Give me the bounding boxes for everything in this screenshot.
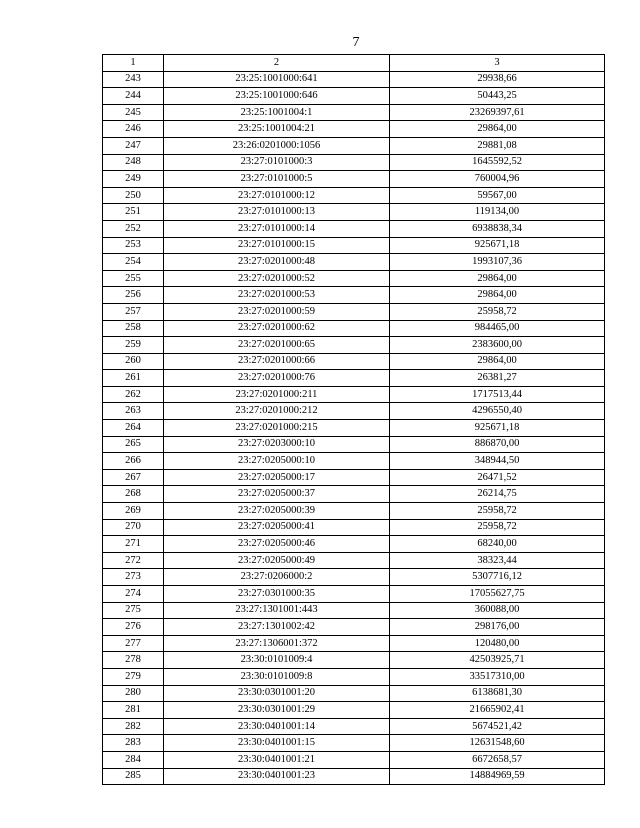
table-row <box>103 104 605 121</box>
cadastral-number-cell: 23:25:1001004:21 <box>164 121 390 138</box>
value-cell: 26471,52 <box>390 469 605 486</box>
value-cell: 4296550,40 <box>390 403 605 420</box>
row-number-cell: 267 <box>103 469 164 486</box>
value-cell: 26381,27 <box>390 370 605 387</box>
value-cell: 5674521,42 <box>390 718 605 735</box>
cadastral-number-cell: 23:27:0201000:48 <box>164 254 390 271</box>
cadastral-number-cell: 23:27:0101000:5 <box>164 171 390 188</box>
value-cell: 29864,00 <box>390 353 605 370</box>
cadastral-number-cell: 23:30:0401001:15 <box>164 735 390 752</box>
row-number-cell: 253 <box>103 237 164 254</box>
table-row <box>103 469 605 486</box>
cadastral-number-cell: 23:27:0101000:12 <box>164 187 390 204</box>
table-row <box>103 121 605 138</box>
table-row <box>103 652 605 669</box>
row-number-cell: 243 <box>103 71 164 88</box>
row-number-cell: 251 <box>103 204 164 221</box>
row-number-cell: 268 <box>103 486 164 503</box>
table-row <box>103 403 605 420</box>
row-number-cell: 245 <box>103 104 164 121</box>
table-row <box>103 735 605 752</box>
cadastral-number-cell: 23:30:0401001:21 <box>164 751 390 768</box>
table-row <box>103 503 605 520</box>
cadastral-number-cell: 23:30:0401001:14 <box>164 718 390 735</box>
value-cell: 29881,08 <box>390 137 605 154</box>
table-row <box>103 586 605 603</box>
row-number-cell: 281 <box>103 702 164 719</box>
value-cell: 59567,00 <box>390 187 605 204</box>
row-number-cell: 280 <box>103 685 164 702</box>
column-header-2: 2 <box>164 55 390 72</box>
data-table <box>102 54 605 785</box>
table-row <box>103 353 605 370</box>
column-header-3: 3 <box>390 55 605 72</box>
value-cell: 348944,50 <box>390 453 605 470</box>
cadastral-number-cell: 23:27:0201000:65 <box>164 337 390 354</box>
cadastral-number-cell: 23:27:1301001:443 <box>164 602 390 619</box>
table-row <box>103 204 605 221</box>
table-row <box>103 320 605 337</box>
value-cell: 21665902,41 <box>390 702 605 719</box>
value-cell: 925671,18 <box>390 420 605 437</box>
value-cell: 119134,00 <box>390 204 605 221</box>
row-number-cell: 247 <box>103 137 164 154</box>
row-number-cell: 260 <box>103 353 164 370</box>
table-row <box>103 436 605 453</box>
value-cell: 360088,00 <box>390 602 605 619</box>
table-row <box>103 187 605 204</box>
value-cell: 120480,00 <box>390 635 605 652</box>
row-number-cell: 269 <box>103 503 164 520</box>
row-number-cell: 257 <box>103 303 164 320</box>
table-row <box>103 751 605 768</box>
value-cell: 6672658,57 <box>390 751 605 768</box>
table-row <box>103 668 605 685</box>
row-number-cell: 285 <box>103 768 164 785</box>
row-number-cell: 261 <box>103 370 164 387</box>
value-cell: 68240,00 <box>390 536 605 553</box>
table-row <box>103 569 605 586</box>
row-number-cell: 252 <box>103 220 164 237</box>
row-number-cell: 256 <box>103 287 164 304</box>
cadastral-number-cell: 23:27:1301002:42 <box>164 619 390 636</box>
row-number-cell: 248 <box>103 154 164 171</box>
row-number-cell: 250 <box>103 187 164 204</box>
table-body <box>103 71 605 785</box>
value-cell: 23269397,61 <box>390 104 605 121</box>
table-row <box>103 237 605 254</box>
cadastral-number-cell: 23:27:0101000:3 <box>164 154 390 171</box>
table-row <box>103 254 605 271</box>
row-number-cell: 270 <box>103 519 164 536</box>
cadastral-number-cell: 23:27:0205000:49 <box>164 552 390 569</box>
cadastral-number-cell: 23:27:0101000:15 <box>164 237 390 254</box>
cadastral-number-cell: 23:27:0301000:35 <box>164 586 390 603</box>
value-cell: 29864,00 <box>390 270 605 287</box>
table-row <box>103 702 605 719</box>
value-cell: 29864,00 <box>390 287 605 304</box>
cadastral-number-cell: 23:25:1001000:646 <box>164 88 390 105</box>
table-row <box>103 337 605 354</box>
row-number-cell: 284 <box>103 751 164 768</box>
table-row <box>103 768 605 785</box>
row-number-cell: 277 <box>103 635 164 652</box>
row-number-cell: 259 <box>103 337 164 354</box>
table-row <box>103 453 605 470</box>
row-number-cell: 246 <box>103 121 164 138</box>
cadastral-number-cell: 23:27:0205000:10 <box>164 453 390 470</box>
value-cell: 1993107,36 <box>390 254 605 271</box>
value-cell: 29938,66 <box>390 71 605 88</box>
value-cell: 33517310,00 <box>390 668 605 685</box>
cadastral-number-cell: 23:30:0101009:8 <box>164 668 390 685</box>
value-cell: 2383600,00 <box>390 337 605 354</box>
table-row <box>103 386 605 403</box>
value-cell: 1645592,52 <box>390 154 605 171</box>
value-cell: 14884969,59 <box>390 768 605 785</box>
value-cell: 26214,75 <box>390 486 605 503</box>
table-row <box>103 287 605 304</box>
table-row <box>103 370 605 387</box>
table-row <box>103 552 605 569</box>
row-number-cell: 273 <box>103 569 164 586</box>
cadastral-number-cell: 23:27:0201000:59 <box>164 303 390 320</box>
table-row <box>103 519 605 536</box>
cadastral-number-cell: 23:27:0201000:52 <box>164 270 390 287</box>
cadastral-number-cell: 23:27:0201000:211 <box>164 386 390 403</box>
value-cell: 38323,44 <box>390 552 605 569</box>
cadastral-number-cell: 23:26:0201000:1056 <box>164 137 390 154</box>
table-row <box>103 270 605 287</box>
page-number: 7 <box>352 35 360 50</box>
row-number-cell: 272 <box>103 552 164 569</box>
row-number-cell: 249 <box>103 171 164 188</box>
table-row <box>103 88 605 105</box>
row-number-cell: 271 <box>103 536 164 553</box>
table-row <box>103 71 605 88</box>
cadastral-number-cell: 23:27:0201000:212 <box>164 403 390 420</box>
value-cell: 25958,72 <box>390 303 605 320</box>
table-header-row <box>103 55 605 72</box>
row-number-cell: 279 <box>103 668 164 685</box>
value-cell: 29864,00 <box>390 121 605 138</box>
table-row <box>103 220 605 237</box>
value-cell: 925671,18 <box>390 237 605 254</box>
value-cell: 760004,96 <box>390 171 605 188</box>
cadastral-number-cell: 23:27:0205000:17 <box>164 469 390 486</box>
cadastral-number-cell: 23:27:0201000:66 <box>164 353 390 370</box>
row-number-cell: 264 <box>103 420 164 437</box>
cadastral-number-cell: 23:27:1306001:372 <box>164 635 390 652</box>
value-cell: 42503925,71 <box>390 652 605 669</box>
cadastral-number-cell: 23:25:1001004:1 <box>164 104 390 121</box>
table-row <box>103 602 605 619</box>
column-header-1: 1 <box>103 55 164 72</box>
cadastral-number-cell: 23:25:1001000:641 <box>164 71 390 88</box>
value-cell: 298176,00 <box>390 619 605 636</box>
value-cell: 6938838,34 <box>390 220 605 237</box>
value-cell: 984465,00 <box>390 320 605 337</box>
cadastral-number-cell: 23:27:0203000:10 <box>164 436 390 453</box>
cadastral-number-cell: 23:27:0101000:13 <box>164 204 390 221</box>
value-cell: 886870,00 <box>390 436 605 453</box>
row-number-cell: 254 <box>103 254 164 271</box>
table-row <box>103 137 605 154</box>
row-number-cell: 263 <box>103 403 164 420</box>
row-number-cell: 283 <box>103 735 164 752</box>
cadastral-number-cell: 23:27:0201000:215 <box>164 420 390 437</box>
table-row <box>103 718 605 735</box>
row-number-cell: 258 <box>103 320 164 337</box>
cadastral-number-cell: 23:27:0201000:62 <box>164 320 390 337</box>
value-cell: 12631548,60 <box>390 735 605 752</box>
value-cell: 25958,72 <box>390 519 605 536</box>
cadastral-number-cell: 23:30:0101009:4 <box>164 652 390 669</box>
cadastral-number-cell: 23:30:0301001:29 <box>164 702 390 719</box>
row-number-cell: 278 <box>103 652 164 669</box>
row-number-cell: 266 <box>103 453 164 470</box>
row-number-cell: 275 <box>103 602 164 619</box>
table-row <box>103 420 605 437</box>
row-number-cell: 244 <box>103 88 164 105</box>
table-row <box>103 154 605 171</box>
table-row <box>103 536 605 553</box>
row-number-cell: 262 <box>103 386 164 403</box>
value-cell: 25958,72 <box>390 503 605 520</box>
cadastral-number-cell: 23:27:0201000:76 <box>164 370 390 387</box>
table-row <box>103 685 605 702</box>
cadastral-number-cell: 23:30:0301001:20 <box>164 685 390 702</box>
value-cell: 6138681,30 <box>390 685 605 702</box>
table-row <box>103 635 605 652</box>
cadastral-number-cell: 23:27:0205000:39 <box>164 503 390 520</box>
value-cell: 17055627,75 <box>390 586 605 603</box>
table-row <box>103 171 605 188</box>
row-number-cell: 274 <box>103 586 164 603</box>
row-number-cell: 265 <box>103 436 164 453</box>
row-number-cell: 255 <box>103 270 164 287</box>
cadastral-number-cell: 23:27:0101000:14 <box>164 220 390 237</box>
table-row <box>103 486 605 503</box>
value-cell: 5307716,12 <box>390 569 605 586</box>
cadastral-number-cell: 23:27:0201000:53 <box>164 287 390 304</box>
cadastral-number-cell: 23:27:0205000:46 <box>164 536 390 553</box>
table-row <box>103 303 605 320</box>
cadastral-number-cell: 23:27:0205000:37 <box>164 486 390 503</box>
cadastral-number-cell: 23:27:0205000:41 <box>164 519 390 536</box>
table-row <box>103 619 605 636</box>
cadastral-number-cell: 23:30:0401001:23 <box>164 768 390 785</box>
value-cell: 50443,25 <box>390 88 605 105</box>
row-number-cell: 282 <box>103 718 164 735</box>
cadastral-number-cell: 23:27:0206000:2 <box>164 569 390 586</box>
row-number-cell: 276 <box>103 619 164 636</box>
value-cell: 1717513,44 <box>390 386 605 403</box>
